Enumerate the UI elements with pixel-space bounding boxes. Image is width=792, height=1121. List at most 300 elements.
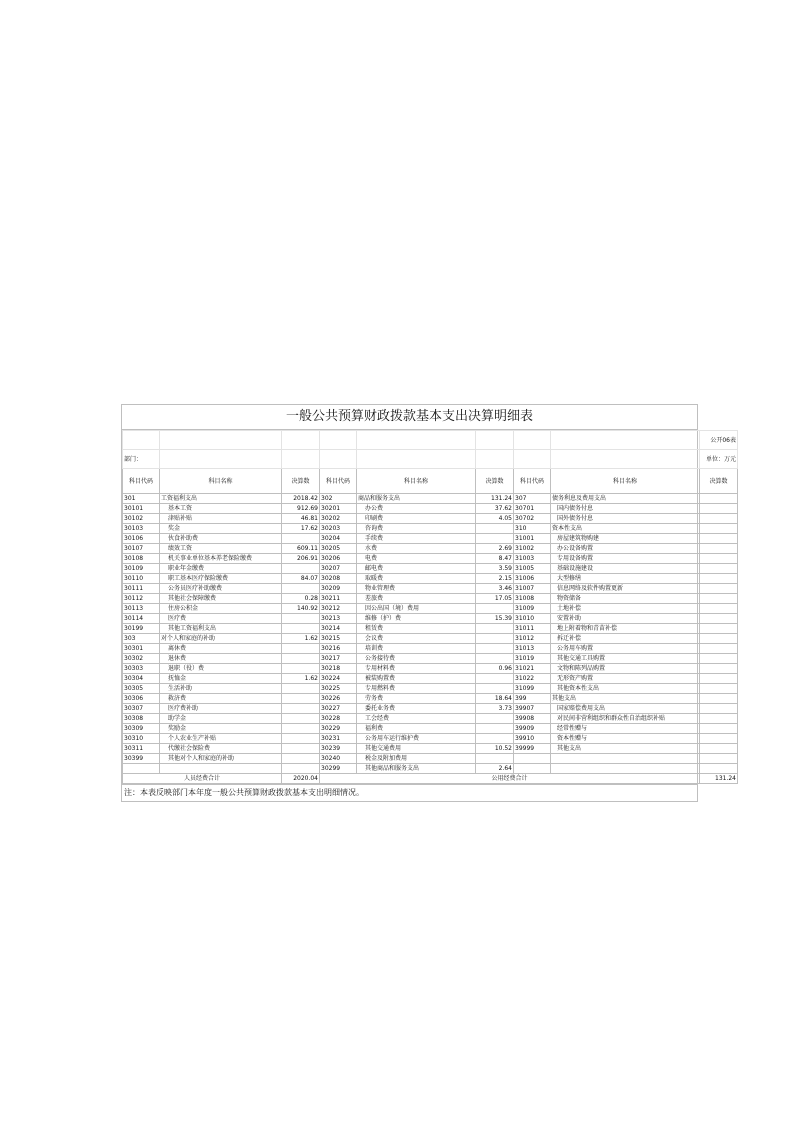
cell-amount-1 (282, 614, 320, 624)
header-code-1: 科目代码 (123, 469, 160, 494)
table-row (123, 614, 738, 624)
cell-code-1: 30302 (123, 654, 160, 664)
cell-amount-2: 10.52 (476, 744, 514, 754)
cell-name-2: 商品和服务支出 (357, 494, 476, 504)
cell-amount-1 (282, 764, 320, 774)
cell-amount-3 (700, 764, 738, 774)
table-row (123, 644, 738, 654)
cell-amount-2 (476, 604, 514, 614)
table-row (123, 604, 738, 614)
cell-code-2: 30231 (320, 734, 357, 744)
cell-name-2: 差旅费 (357, 594, 476, 604)
cell-code-1: 30106 (123, 534, 160, 544)
cell-code-3: 31022 (514, 674, 551, 684)
cell-code-3: 31006 (514, 574, 551, 584)
cell-name-2: 其他商品和服务支出 (357, 764, 476, 774)
cell-code-2: 30203 (320, 524, 357, 534)
cell-amount-2 (476, 684, 514, 694)
cell-code-3 (514, 754, 551, 764)
table-row (123, 724, 738, 734)
cell-amount-1 (282, 584, 320, 594)
cell-code-1: 301 (123, 494, 160, 504)
cell-code-1: 30113 (123, 604, 160, 614)
cell-code-2: 30215 (320, 634, 357, 644)
public-total-label: 公用经费合计 (320, 774, 700, 784)
cell-amount-2: 18.64 (476, 694, 514, 704)
cell-code-3: 31003 (514, 554, 551, 564)
cell-name-1: 退休费 (160, 654, 282, 664)
cell-name-1: 其他社会保障缴费 (160, 594, 282, 604)
cell-name-2: 邮电费 (357, 564, 476, 574)
cell-code-3: 310 (514, 524, 551, 534)
cell-code-3: 31005 (514, 564, 551, 574)
cell-amount-3 (700, 714, 738, 724)
cell-amount-3 (700, 754, 738, 764)
cell-name-3: 办公设备购置 (551, 544, 700, 554)
form-no-row (123, 431, 738, 450)
cell-name-3 (551, 764, 700, 774)
cell-name-1: 奖金 (160, 524, 282, 534)
cell-name-1 (160, 764, 282, 774)
cell-name-2: 公务用车运行维护费 (357, 734, 476, 744)
cell-name-2: 专用燃料费 (357, 684, 476, 694)
table-row (123, 634, 738, 644)
cell-amount-2: 4.05 (476, 514, 514, 524)
cell-code-3: 31009 (514, 604, 551, 614)
table-row (123, 524, 738, 534)
department-label: 部门： (123, 450, 160, 469)
cell-amount-2 (476, 654, 514, 664)
cell-amount-3 (700, 494, 738, 504)
cell-amount-2: 17.05 (476, 594, 514, 604)
cell-amount-1 (282, 624, 320, 634)
cell-name-3: 国外债务付息 (551, 514, 700, 524)
cell-amount-1 (282, 734, 320, 744)
cell-amount-3 (700, 614, 738, 624)
budget-table (122, 430, 738, 784)
cell-name-1: 医疗费补助 (160, 704, 282, 714)
cell-name-3 (551, 754, 700, 764)
header-amount-2: 决算数 (476, 469, 514, 494)
cell-name-2: 咨询费 (357, 524, 476, 534)
cell-amount-1 (282, 754, 320, 764)
cell-name-3: 国家赔偿费用支出 (551, 704, 700, 714)
cell-name-1: 助学金 (160, 714, 282, 724)
cell-name-3: 安置补助 (551, 614, 700, 624)
cell-name-2: 印刷费 (357, 514, 476, 524)
cell-code-1: 30108 (123, 554, 160, 564)
cell-name-3: 经常性赠与 (551, 724, 700, 734)
cell-name-2: 被装购置费 (357, 674, 476, 684)
cell-code-2: 30226 (320, 694, 357, 704)
cell-code-2: 30211 (320, 594, 357, 604)
cell-code-3: 31099 (514, 684, 551, 694)
cell-name-3: 房屋建筑物购建 (551, 534, 700, 544)
cell-code-2: 30212 (320, 604, 357, 614)
cell-code-3: 31011 (514, 624, 551, 634)
cell-name-3: 债务利息及费用支出 (551, 494, 700, 504)
cell-code-3: 31013 (514, 644, 551, 654)
cell-amount-1: 140.92 (282, 604, 320, 614)
table-row (123, 534, 738, 544)
cell-code-3: 30701 (514, 504, 551, 514)
cell-amount-3 (700, 644, 738, 654)
cell-amount-3 (700, 734, 738, 744)
cell-name-3: 信息网络及软件购置更新 (551, 584, 700, 594)
cell-amount-1: 0.28 (282, 594, 320, 604)
cell-amount-3 (700, 704, 738, 714)
cell-code-2: 30239 (320, 744, 357, 754)
cell-amount-3 (700, 624, 738, 634)
cell-name-3: 地上附着物和青苗补偿 (551, 624, 700, 634)
totals-row (123, 774, 738, 784)
cell-amount-2: 8.47 (476, 554, 514, 564)
table-row (123, 574, 738, 584)
cell-amount-1: 609.11 (282, 544, 320, 554)
cell-amount-1: 912.69 (282, 504, 320, 514)
table-row (123, 514, 738, 524)
cell-code-2: 30205 (320, 544, 357, 554)
cell-amount-3 (700, 684, 738, 694)
cell-code-2: 30225 (320, 684, 357, 694)
cell-name-3: 对民间非营利组织和群众性自治组织补贴 (551, 714, 700, 724)
cell-amount-2 (476, 534, 514, 544)
dept-unit-row (123, 450, 738, 469)
cell-name-2: 专用材料费 (357, 664, 476, 674)
cell-code-1: 30308 (123, 714, 160, 724)
table-body (123, 431, 738, 784)
cell-code-3: 31002 (514, 544, 551, 554)
cell-amount-1 (282, 704, 320, 714)
public-total-value: 131.24 (700, 774, 738, 784)
cell-code-3: 31021 (514, 664, 551, 674)
cell-amount-3 (700, 634, 738, 644)
cell-name-2: 手续费 (357, 534, 476, 544)
cell-amount-3 (700, 744, 738, 754)
cell-name-2: 会议费 (357, 634, 476, 644)
cell-name-3: 公务用车购置 (551, 644, 700, 654)
cell-amount-2 (476, 634, 514, 644)
cell-amount-3 (700, 564, 738, 574)
cell-code-3: 39909 (514, 724, 551, 734)
cell-code-1: 303 (123, 634, 160, 644)
cell-amount-3 (700, 584, 738, 594)
cell-name-1: 住房公积金 (160, 604, 282, 614)
header-name-2: 科目名称 (357, 469, 476, 494)
cell-name-3: 土地补偿 (551, 604, 700, 614)
cell-name-2: 公务接待费 (357, 654, 476, 664)
cell-name-3: 其他支出 (551, 694, 700, 704)
cell-amount-2 (476, 754, 514, 764)
table-row (123, 544, 738, 554)
cell-name-1: 职工基本医疗保险缴费 (160, 574, 282, 584)
cell-name-3: 其他交通工具购置 (551, 654, 700, 664)
cell-name-2: 办公费 (357, 504, 476, 514)
table-row (123, 764, 738, 774)
cell-amount-1 (282, 564, 320, 574)
cell-code-2: 30216 (320, 644, 357, 654)
cell-name-1: 奖励金 (160, 724, 282, 734)
cell-amount-3 (700, 524, 738, 534)
cell-name-1: 基本工资 (160, 504, 282, 514)
cell-code-2: 30227 (320, 704, 357, 714)
cell-code-2: 302 (320, 494, 357, 504)
cell-name-1: 离休费 (160, 644, 282, 654)
header-name-1: 科目名称 (160, 469, 282, 494)
cell-name-1: 其他工资福利支出 (160, 624, 282, 634)
cell-name-3: 其他资本性支出 (551, 684, 700, 694)
header-amount-3: 决算数 (700, 469, 738, 494)
cell-name-1: 医疗费 (160, 614, 282, 624)
cell-amount-1 (282, 714, 320, 724)
cell-amount-1 (282, 534, 320, 544)
cell-code-1: 30110 (123, 574, 160, 584)
header-code-3: 科目代码 (514, 469, 551, 494)
table-row (123, 494, 738, 504)
cell-amount-3 (700, 694, 738, 704)
cell-amount-3 (700, 664, 738, 674)
table-row (123, 594, 738, 604)
cell-amount-3 (700, 544, 738, 554)
cell-code-1: 30103 (123, 524, 160, 534)
cell-name-2: 租赁费 (357, 624, 476, 634)
cell-name-2: 因公出国（境）费用 (357, 604, 476, 614)
cell-name-1: 退职（役）费 (160, 664, 282, 674)
form-number: 公开06表 (700, 431, 738, 450)
budget-sheet (121, 404, 736, 802)
cell-name-3: 无形资产购置 (551, 674, 700, 684)
cell-code-3: 39907 (514, 704, 551, 714)
cell-code-3 (514, 764, 551, 774)
cell-amount-2: 37.62 (476, 504, 514, 514)
cell-amount-2: 3.73 (476, 704, 514, 714)
cell-name-3: 基础设施建设 (551, 564, 700, 574)
cell-amount-3 (700, 594, 738, 604)
cell-code-2: 30204 (320, 534, 357, 544)
cell-code-2: 30299 (320, 764, 357, 774)
cell-amount-3 (700, 574, 738, 584)
personnel-total-label: 人员经费合计 (123, 774, 282, 784)
cell-name-2: 劳务费 (357, 694, 476, 704)
cell-amount-1: 2018.42 (282, 494, 320, 504)
cell-amount-2: 131.24 (476, 494, 514, 504)
cell-code-3: 39908 (514, 714, 551, 724)
cell-name-2: 工会经费 (357, 714, 476, 724)
cell-code-1: 30304 (123, 674, 160, 684)
cell-amount-3 (700, 514, 738, 524)
cell-name-1: 其他对个人和家庭的补助 (160, 754, 282, 764)
cell-name-2: 委托业务费 (357, 704, 476, 714)
cell-code-3: 39910 (514, 734, 551, 744)
cell-name-2: 维修（护）费 (357, 614, 476, 624)
cell-amount-2 (476, 714, 514, 724)
table-row (123, 554, 738, 564)
table-row (123, 584, 738, 594)
cell-code-2: 30208 (320, 574, 357, 584)
cell-code-1: 30101 (123, 504, 160, 514)
cell-code-1: 30301 (123, 644, 160, 654)
personnel-total-value: 2020.04 (282, 774, 320, 784)
cell-code-1: 30303 (123, 664, 160, 674)
table-row (123, 564, 738, 574)
cell-code-1: 30102 (123, 514, 160, 524)
cell-name-2: 税金及附加费用 (357, 754, 476, 764)
cell-amount-3 (700, 534, 738, 544)
cell-code-1: 30306 (123, 694, 160, 704)
cell-amount-1: 1.62 (282, 634, 320, 644)
cell-name-1: 职业年金缴费 (160, 564, 282, 574)
cell-code-2: 30213 (320, 614, 357, 624)
cell-amount-3 (700, 554, 738, 564)
cell-code-1: 30309 (123, 724, 160, 734)
cell-name-1: 绩效工资 (160, 544, 282, 554)
cell-amount-1: 17.62 (282, 524, 320, 534)
cell-code-1: 30109 (123, 564, 160, 574)
cell-amount-1 (282, 664, 320, 674)
cell-code-1: 30311 (123, 744, 160, 754)
cell-name-1: 生活补助 (160, 684, 282, 694)
cell-amount-1 (282, 684, 320, 694)
cell-name-3: 资本性支出 (551, 524, 700, 534)
cell-amount-2 (476, 624, 514, 634)
cell-name-2: 物业管理费 (357, 584, 476, 594)
cell-name-1: 救济费 (160, 694, 282, 704)
cell-name-2: 电费 (357, 554, 476, 564)
cell-amount-1 (282, 744, 320, 754)
cell-name-1: 抚恤金 (160, 674, 282, 684)
cell-amount-2: 0.96 (476, 664, 514, 674)
cell-amount-1 (282, 724, 320, 734)
cell-code-1: 30305 (123, 684, 160, 694)
cell-name-3: 国内债务付息 (551, 504, 700, 514)
cell-amount-3 (700, 654, 738, 664)
cell-name-1: 代缴社会保险费 (160, 744, 282, 754)
cell-code-1: 30111 (123, 584, 160, 594)
cell-code-2: 30228 (320, 714, 357, 724)
cell-code-3: 31008 (514, 594, 551, 604)
cell-name-2: 取暖费 (357, 574, 476, 584)
table-row (123, 694, 738, 704)
cell-name-1: 对个人和家庭的补助 (160, 634, 282, 644)
cell-amount-2: 3.59 (476, 564, 514, 574)
cell-code-1: 30112 (123, 594, 160, 604)
cell-code-1: 30114 (123, 614, 160, 624)
sheet-title: 一般公共预算财政拨款基本支出决算明细表 (122, 405, 697, 430)
cell-amount-2: 15.39 (476, 614, 514, 624)
cell-code-1: 30399 (123, 754, 160, 764)
cell-amount-2 (476, 674, 514, 684)
cell-name-3: 物资储备 (551, 594, 700, 604)
cell-code-2: 30202 (320, 514, 357, 524)
cell-name-2: 其他交通费用 (357, 744, 476, 754)
cell-name-3: 其他支出 (551, 744, 700, 754)
table-row (123, 654, 738, 664)
cell-code-3: 399 (514, 694, 551, 704)
cell-amount-3 (700, 504, 738, 514)
footnote: 注：本表反映部门本年度一般公共预算财政拨款基本支出明细情况。 (122, 784, 697, 801)
cell-name-2: 福利费 (357, 724, 476, 734)
cell-amount-1: 1.62 (282, 674, 320, 684)
unit-label: 单位：万元 (700, 450, 738, 469)
cell-amount-3 (700, 674, 738, 684)
cell-code-1 (123, 764, 160, 774)
cell-amount-1: 46.81 (282, 514, 320, 524)
cell-code-3: 31007 (514, 584, 551, 594)
cell-code-3: 30702 (514, 514, 551, 524)
cell-code-3: 307 (514, 494, 551, 504)
cell-amount-1 (282, 644, 320, 654)
table-row (123, 624, 738, 634)
cell-name-1: 津贴补贴 (160, 514, 282, 524)
cell-code-1: 30107 (123, 544, 160, 554)
cell-code-3: 31001 (514, 534, 551, 544)
cell-name-3: 拆迁补偿 (551, 634, 700, 644)
header-row (123, 469, 738, 494)
table-row (123, 684, 738, 694)
header-name-3: 科目名称 (551, 469, 700, 494)
cell-amount-2: 2.64 (476, 764, 514, 774)
cell-amount-3 (700, 724, 738, 734)
table-row (123, 504, 738, 514)
cell-amount-3 (700, 604, 738, 614)
cell-code-1: 30307 (123, 704, 160, 714)
table-row (123, 674, 738, 684)
cell-code-2: 30206 (320, 554, 357, 564)
header-code-2: 科目代码 (320, 469, 357, 494)
cell-amount-2 (476, 724, 514, 734)
cell-amount-1: 206.91 (282, 554, 320, 564)
cell-code-2: 30218 (320, 664, 357, 674)
table-row (123, 754, 738, 764)
cell-amount-2 (476, 644, 514, 654)
cell-code-1: 30199 (123, 624, 160, 634)
table-row (123, 714, 738, 724)
cell-name-3: 专用设备购置 (551, 554, 700, 564)
cell-amount-2: 3.46 (476, 584, 514, 594)
cell-code-3: 31019 (514, 654, 551, 664)
cell-amount-2 (476, 734, 514, 744)
cell-code-2: 30214 (320, 624, 357, 634)
cell-code-2: 30201 (320, 504, 357, 514)
table-row (123, 734, 738, 744)
cell-amount-2: 2.69 (476, 544, 514, 554)
cell-name-1: 个人农业生产补贴 (160, 734, 282, 744)
cell-code-3: 39999 (514, 744, 551, 754)
cell-code-2: 30217 (320, 654, 357, 664)
cell-name-2: 培训费 (357, 644, 476, 654)
cell-code-2: 30229 (320, 724, 357, 734)
cell-name-3: 资本性赠与 (551, 734, 700, 744)
cell-name-1: 工资福利支出 (160, 494, 282, 504)
cell-amount-1 (282, 694, 320, 704)
cell-code-1: 30310 (123, 734, 160, 744)
cell-code-2: 30224 (320, 674, 357, 684)
cell-code-2: 30240 (320, 754, 357, 764)
cell-name-3: 大型修缮 (551, 574, 700, 584)
cell-name-1: 机关事业单位基本养老保险缴费 (160, 554, 282, 564)
cell-code-3: 31012 (514, 634, 551, 644)
cell-name-1: 伙食补助费 (160, 534, 282, 544)
cell-amount-2: 2.15 (476, 574, 514, 584)
cell-amount-2 (476, 524, 514, 534)
cell-code-2: 30207 (320, 564, 357, 574)
cell-name-1: 公务员医疗补助缴费 (160, 584, 282, 594)
header-amount-1: 决算数 (282, 469, 320, 494)
cell-name-3: 文物和陈列品购置 (551, 664, 700, 674)
cell-amount-1 (282, 654, 320, 664)
table-row (123, 704, 738, 714)
cell-name-2: 水费 (357, 544, 476, 554)
